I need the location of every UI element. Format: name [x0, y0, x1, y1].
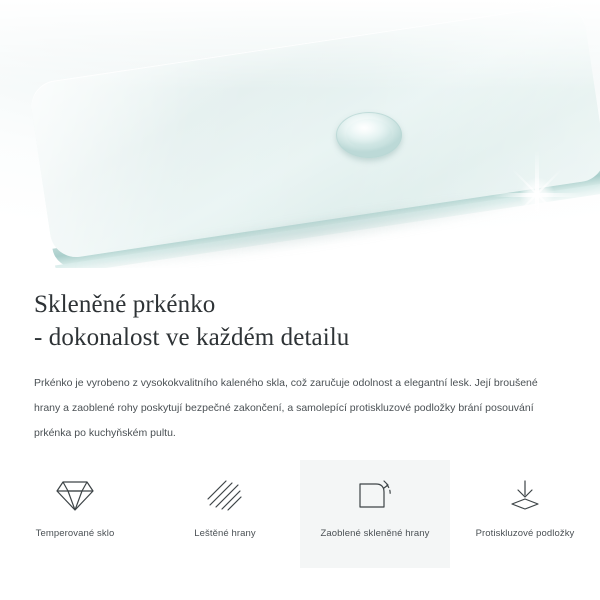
headline-line-1: Skleněné prkénko: [34, 291, 216, 318]
rounded-corner-icon: [354, 476, 396, 516]
feature-list: [0, 460, 600, 568]
headline-line-2: - dokonalost ve každém detailu: [34, 324, 350, 351]
content-block: [0, 268, 600, 446]
anti-slip-pad-icon: [505, 476, 545, 516]
feature-item-anti-slip-pads: [450, 460, 600, 568]
suction-cup-knob-inner: [346, 119, 392, 149]
feature-item-polished-edges: [150, 460, 300, 568]
feature-label: Protiskluzové podložky: [475, 528, 575, 539]
description-paragraph: Prkénko je vyrobeno z vysokokvalitního kaleného skla, což zaručuje odolnost a elegantní lesk. Její broušené hrany a zaoblené rohy poskytují bezpečné zakončení, a samolepící protiskluzové podložky brání posouvání prkénka po kuchyňském pultu.: [34, 377, 538, 439]
suction-cup-knob-icon: [336, 112, 402, 158]
hero-top-fade: [0, 0, 600, 90]
feature-label: Temperované sklo: [35, 528, 115, 539]
feature-label: Leštěné hrany: [194, 528, 256, 539]
hero-image: [0, 0, 600, 268]
feature-item-rounded-edges: [300, 460, 450, 568]
feature-item-tempered-glass: [0, 460, 150, 568]
page-title: [34, 288, 566, 354]
polished-edges-icon: [206, 476, 244, 516]
feature-label: Zaoblené skleněné hrany: [320, 528, 430, 539]
diamond-icon: [55, 476, 95, 516]
